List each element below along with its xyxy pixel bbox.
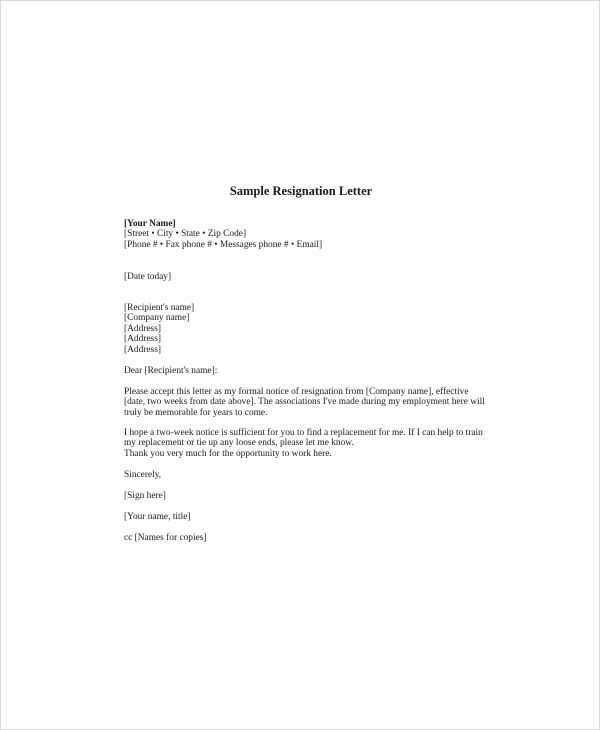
letter-body: [1, 1, 600, 730]
recipient-address-line: [Address]: [124, 344, 161, 355]
signature-placeholder: [124, 491, 504, 501]
date-line: [124, 272, 504, 282]
sender-address: [Street • City • State • Zip Code]: [124, 229, 247, 240]
signature-text: [Sign here]: [124, 491, 166, 501]
name-title-text: [Your name, title]: [124, 512, 191, 522]
paragraph-line: truly be memorable for years to come.: [124, 407, 268, 418]
salutation: [124, 366, 504, 376]
paragraph-line: Please accept this letter as my formal notice of resignation from [Company name], effective: [124, 387, 469, 397]
cc-line: [124, 533, 504, 543]
closing: [124, 470, 504, 480]
paragraph-line: Thank you very much for the opportunity to work here.: [124, 448, 332, 459]
document-title: Sample Resignation Letter: [229, 184, 373, 198]
paragraph-line: my replacement or tie up any loose ends, please let me know.: [124, 438, 354, 449]
recipient-address-line: [Address]: [124, 334, 161, 345]
paragraph-line: I hope a two-week notice is sufficient for you to find a replacement for me. If I can help to train: [124, 428, 483, 438]
sender-block: [124, 219, 504, 250]
recipient-block: [124, 303, 504, 355]
cc-text: cc [Names for copies]: [124, 533, 207, 543]
paragraph-two-week-notice: [124, 428, 504, 459]
salutation-text: Dear [Recipient's name]:: [124, 366, 218, 376]
paragraph-line: [date, two weeks from date above]. The associations I've made during my employment here will: [124, 397, 485, 408]
sender-name: [Your Name]: [124, 219, 176, 229]
recipient-address-line: [Address]: [124, 323, 161, 334]
name-title-line: [124, 512, 504, 522]
date-text: [Date today]: [124, 272, 172, 282]
recipient-name: [Recipient's name]: [124, 303, 195, 313]
recipient-company: [Company name]: [124, 313, 190, 324]
closing-text: Sincerely,: [124, 470, 162, 480]
sender-contact: [Phone # • Fax phone # • Messages phone # • Email]: [124, 239, 323, 250]
paragraph-resignation-notice: [124, 387, 504, 418]
